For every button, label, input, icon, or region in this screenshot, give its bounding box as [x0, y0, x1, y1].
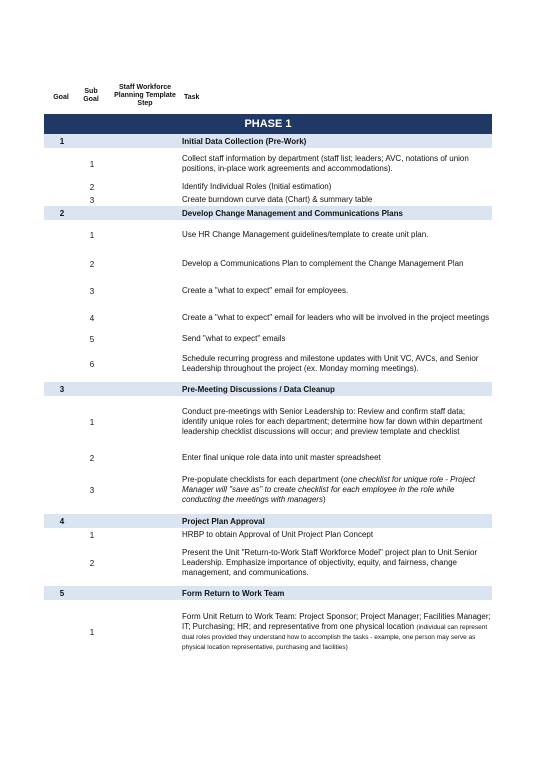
- goal-row: [44, 206, 492, 220]
- goal-number: 2: [59, 208, 65, 218]
- goal-title: Form Return to Work Team: [182, 588, 285, 598]
- step-task-small-note: (individual can represent dual roles provided they understand how to accomplish the tasks - example, one person may serve as physical location representative, purchasing and facilities): [182, 624, 488, 651]
- step-task: Schedule recurring progress and milestone updates with Unit VC, AVCs, and Senior Leadership throughout the project (ex. Monday morning meetings).: [182, 354, 479, 373]
- step-row: [44, 332, 492, 346]
- step-number: 2: [89, 453, 95, 463]
- step-task: Create burndown curve data (Chart) & summary table: [182, 195, 373, 204]
- goal-number: 4: [59, 516, 65, 526]
- worksheet: [44, 84, 492, 664]
- step-row: [44, 220, 492, 250]
- step-task: [182, 475, 492, 505]
- step-task: Enter final unique role data into unit master spreadsheet: [182, 453, 381, 462]
- step-row: [44, 250, 492, 278]
- header-goal: Goal: [53, 94, 69, 101]
- step-number: 2: [89, 259, 95, 269]
- step-number: 5: [89, 334, 95, 344]
- column-headers: [44, 84, 492, 112]
- step-number: 1: [89, 627, 95, 637]
- step-task: Present the Unit "Return-to-Work Staff Workforce Model" project plan to Unit Senior Leadership. Emphasize importance of objectivity, equity, and fairness, change management, and communications.: [182, 548, 478, 577]
- goal-title: Pre-Meeting Discussions / Data Cleanup: [182, 384, 335, 394]
- step-number: 3: [89, 485, 95, 495]
- step-task: [182, 612, 492, 652]
- step-number: 6: [89, 359, 95, 369]
- step-number: 1: [89, 530, 95, 540]
- header-swp-step: Staff Workforce Planning Template Step: [114, 84, 176, 107]
- step-task-text-end: ): [322, 495, 326, 504]
- goal-row: [44, 382, 492, 396]
- goal-row: [44, 134, 492, 148]
- goal-number: 5: [59, 588, 65, 598]
- step-number: 2: [89, 182, 95, 192]
- step-row: [44, 448, 492, 468]
- step-row: [44, 304, 492, 332]
- header-task: Task: [184, 94, 200, 101]
- step-task: Create a "what to expect" email for employees.: [182, 286, 349, 295]
- step-number: 4: [89, 313, 95, 323]
- step-task-italic-note: one checklist for unique role - Project Manager will "save as" to create checklist for each employee in the role while conducting the meetings with managers: [182, 475, 476, 504]
- step-row: [44, 278, 492, 304]
- step-row: [44, 148, 492, 180]
- step-row: [44, 542, 492, 584]
- step-task: Collect staff information by department (staff list; leaders; AVC, notations of union positions, in-place work agreements and accommodations).: [182, 154, 469, 173]
- step-row: [44, 396, 492, 448]
- header-sub-goal: Sub Goal: [83, 88, 99, 103]
- step-task: Identify Individual Roles (Initial estimation): [182, 182, 332, 191]
- step-task: Conduct pre-meetings with Senior Leadership to: Review and confirm staff data; identify unique roles for each department; determine how far down within department leadership checklist discussions will occur; and preview template and checklist: [182, 407, 483, 436]
- phase-banner: PHASE 1: [44, 114, 492, 134]
- step-row: [44, 180, 492, 194]
- goal-title: Initial Data Collection (Pre-Work): [182, 136, 307, 146]
- goal-number: 1: [59, 136, 65, 146]
- step-number: 1: [89, 230, 95, 240]
- step-number: 3: [89, 195, 95, 205]
- step-row: [44, 600, 492, 664]
- step-task: Develop a Communications Plan to complement the Change Management Plan: [182, 259, 464, 268]
- step-task: Use HR Change Management guidelines/template to create unit plan.: [182, 230, 429, 239]
- goal-number: 3: [59, 384, 65, 394]
- step-row: [44, 194, 492, 206]
- step-task: HRBP to obtain Approval of Unit Project Plan Concept: [182, 530, 374, 539]
- step-number: 1: [89, 417, 95, 427]
- step-number: 1: [89, 159, 95, 169]
- step-task-text: Form Unit Return to Work Team: Project Sponsor; Project Manager; Facilities Manager; IT; Purchasing; HR; and representative from one physical location: [182, 612, 491, 631]
- step-number: 2: [89, 558, 95, 568]
- goal-row: [44, 586, 492, 600]
- goal-title: Project Plan Approval: [182, 516, 265, 526]
- step-row: [44, 528, 492, 542]
- step-number: 3: [89, 286, 95, 296]
- goal-title: Develop Change Management and Communications Plans: [182, 208, 403, 218]
- goal-row: [44, 514, 492, 528]
- step-row: [44, 468, 492, 512]
- step-row: [44, 346, 492, 382]
- step-task: Send "what to expect" emails: [182, 334, 286, 343]
- step-task: Create a "what to expect" email for leaders who will be involved in the project meetings: [182, 313, 490, 322]
- step-task-text: Pre-populate checklists for each department (: [182, 475, 344, 484]
